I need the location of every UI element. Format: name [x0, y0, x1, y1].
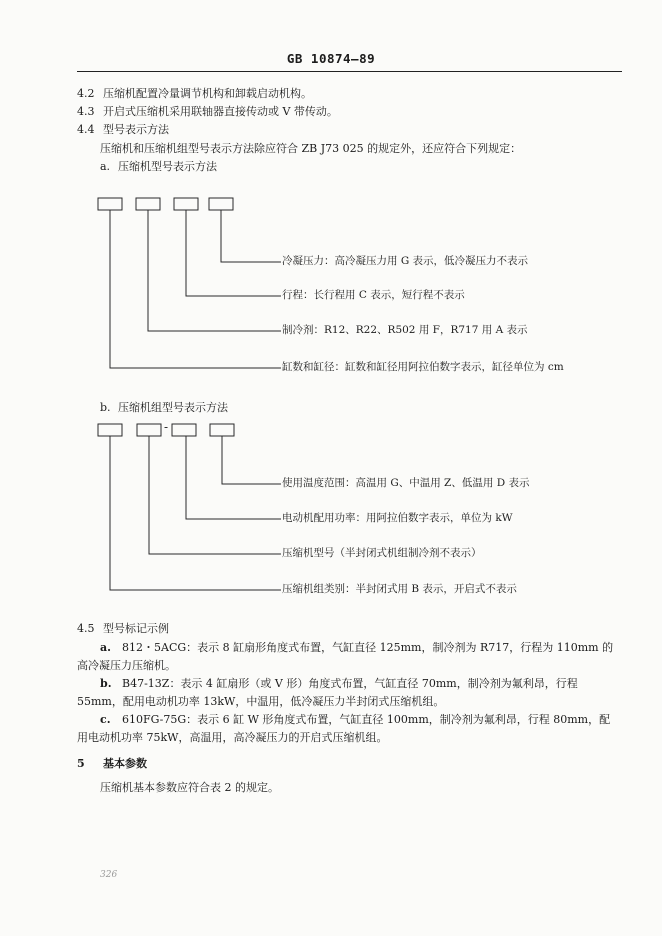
subsection-b-title: [100, 402, 228, 415]
diagram-a-label-condensing-pressure: 冷凝压力：高冷凝压力用 G 表示，低冷凝压力不表示: [282, 255, 529, 267]
example-label: c.: [100, 713, 111, 726]
section-title: 型号表示方法: [103, 123, 169, 136]
section-number: 4.3: [77, 105, 95, 118]
diagram-b-dash: -: [164, 420, 169, 434]
diagram-a-leader-3: [148, 210, 281, 331]
diagram-b-leader-1: [222, 436, 281, 484]
section-number: 5: [77, 757, 85, 770]
section-text: 压缩机配置冷量调节机构和卸载启动机构。: [103, 87, 312, 100]
diagram-a-box-3: [174, 198, 198, 210]
diagram-b-box-3: [172, 424, 196, 436]
example-a-line-1: [100, 642, 613, 655]
diagram-b-box-4: [210, 424, 234, 436]
page-number: 326: [100, 870, 118, 880]
example-c-line-1: [100, 714, 610, 727]
diagram-b-label-unit-type: 压缩机组类别：半封闭式用 B 表示，开启式不表示: [282, 583, 517, 595]
diagram-a-leader-4: [110, 210, 281, 368]
subsection-title: 压缩机型号表示方法: [118, 160, 217, 173]
diagram-a-label-refrigerant: 制冷剂：R12、R22、R502 用 F，R717 用 A 表示: [282, 324, 528, 336]
standard-number: GB 10874—89: [286, 51, 376, 66]
subsection-title: 压缩机组型号表示方法: [118, 401, 228, 414]
diagram-b-box-2: [137, 424, 161, 436]
subsection-label: a.: [100, 160, 111, 173]
diagram-a-label-stroke: 行程：长行程用 C 表示，短行程不表示: [282, 289, 465, 301]
diagram-b-leader-3: [149, 436, 281, 554]
section-5-text: 压缩机基本参数应符合表 2 的规定。: [100, 781, 279, 794]
subsection-label: b.: [100, 401, 111, 414]
diagram-b-label-motor-power: 电动机配用功率：用阿拉伯数字表示，单位为 kW: [282, 512, 513, 524]
diagram-b-label-compressor-model: 压缩机型号（半封闭式机组制冷剂不表示）: [282, 547, 482, 559]
example-text: B47-13Z：表示 4 缸扇形（或 V 形）角度式布置，气缸直径 70mm，制冷剂为氟利昂，行程: [122, 677, 578, 690]
diagram-a-leader-1: [221, 210, 281, 262]
diagram-a-leader-2: [186, 210, 281, 296]
example-label: a.: [100, 641, 111, 654]
example-label: b.: [100, 677, 112, 690]
section-5: [77, 758, 147, 771]
section-text: 开启式压缩机采用联轴器直接传动或 V 带传动。: [103, 105, 338, 118]
example-text: 812・5ACG：表示 8 缸扇形角度式布置，气缸直径 125mm，制冷剂为 R717，行程为 110mm 的: [122, 641, 614, 654]
example-text: 610FG-75G：表示 6 缸 W 形角度式布置，气缸直径 100mm，制冷剂为氟利昂，行程 80mm，配: [122, 713, 611, 726]
diagram-a-box-1: [98, 198, 122, 210]
section-title: 基本参数: [103, 757, 147, 770]
example-b-line-2: 55mm，配用电动机功率 13kW，中温用，低冷凝压力半封闭式压缩机组。: [77, 695, 445, 708]
diagram-b-label-temperature: 使用温度范围：高温用 G、中温用 Z、低温用 D 表示: [282, 477, 530, 489]
section-4-4-intro: 压缩机和压缩机组型号表示方法除应符合 ZB J73 025 的规定外，还应符合下列规定：: [100, 142, 522, 155]
example-b-line-1: [100, 678, 578, 691]
diagram-b-leader-4: [110, 436, 281, 590]
example-c-line-2: 用电动机功率 75kW，高温用，高冷凝压力的开启式压缩机组。: [77, 731, 388, 744]
diagram-a-box-4: [209, 198, 233, 210]
section-number: 4.2: [77, 87, 95, 100]
section-title: 型号标记示例: [103, 622, 169, 635]
section-4-5: [77, 623, 169, 636]
diagram-a-box-2: [136, 198, 160, 210]
example-a-line-2: 高冷凝压力压缩机。: [77, 659, 176, 672]
section-number: 4.4: [77, 123, 95, 136]
diagram-a-label-cylinders: 缸数和缸径：缸数和缸径用阿拉伯数字表示，缸径单位为 cm: [282, 361, 564, 373]
diagram-b-box-1: [98, 424, 122, 436]
section-number: 4.5: [77, 622, 95, 635]
diagram-b-leader-2: [186, 436, 281, 519]
